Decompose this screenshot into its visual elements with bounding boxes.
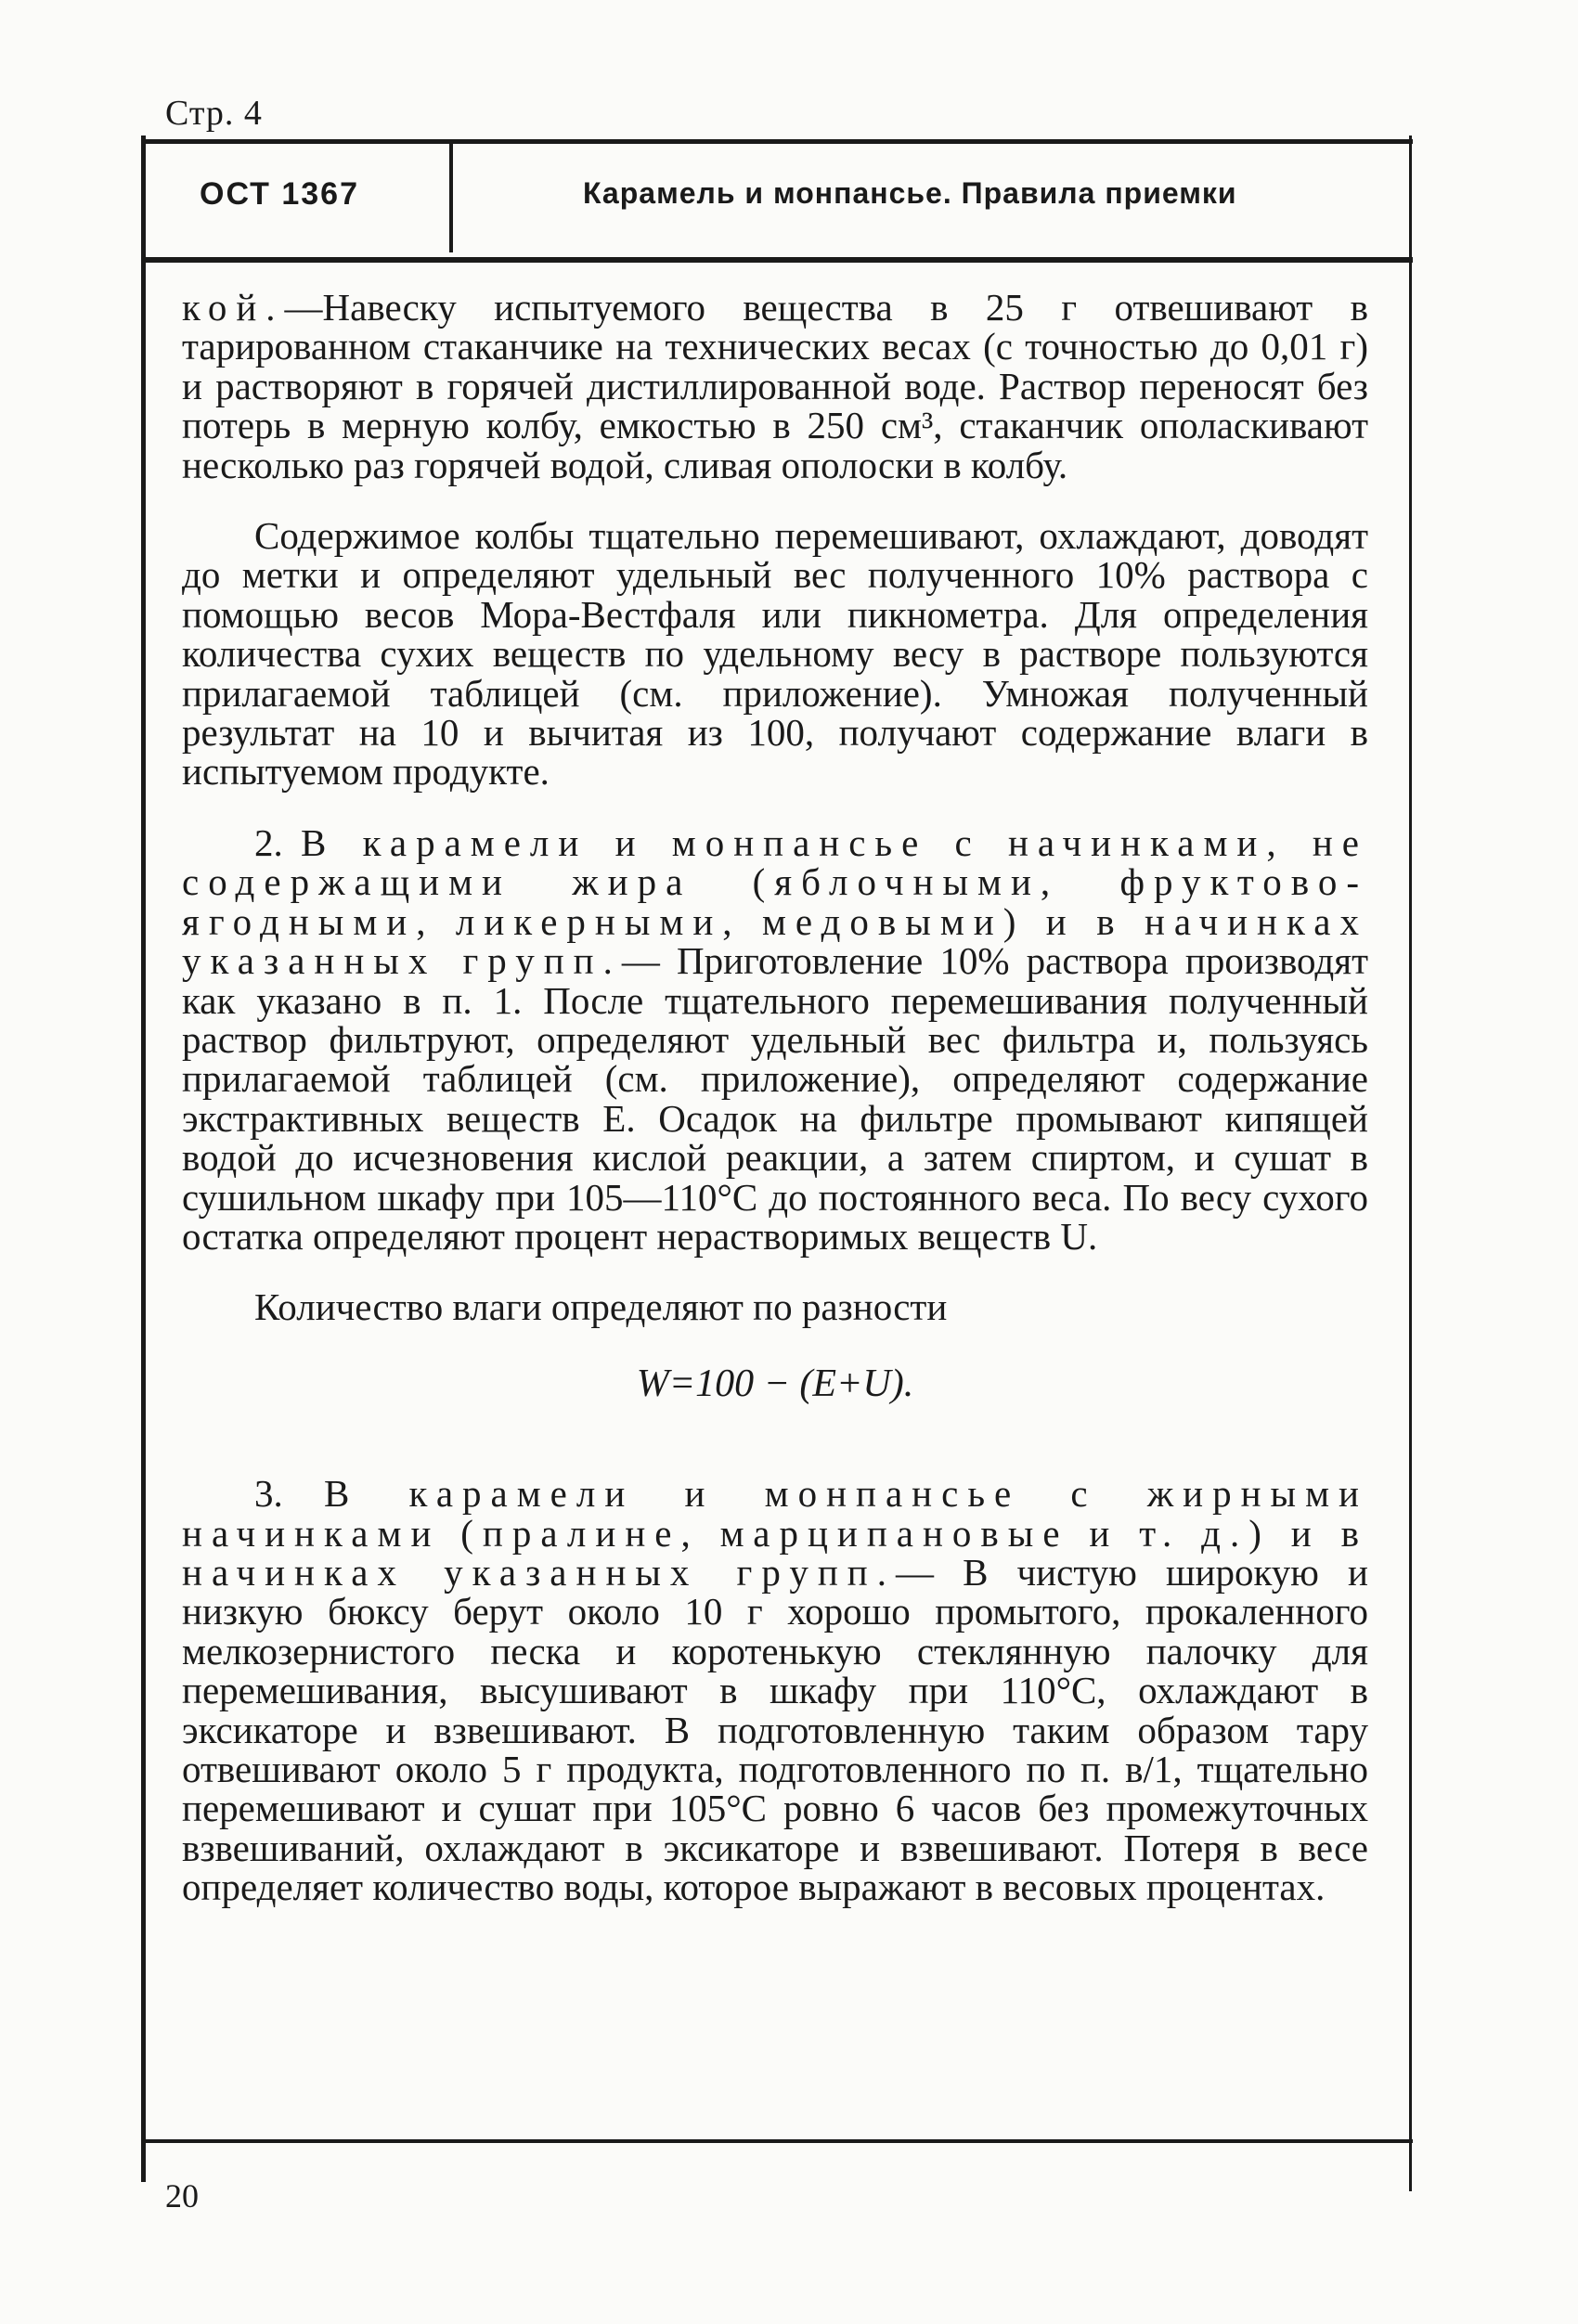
paragraph-5 (182, 1472, 1368, 1909)
section-3-number: 3. (254, 1472, 283, 1516)
paragraph-1-lead: кой. (182, 286, 285, 329)
footer-rule (141, 2139, 1413, 2143)
page-number: 20 (165, 2177, 199, 2214)
paragraph-4: Количество влаги определяют по разности (254, 1285, 948, 1329)
paragraph-1-text: —Навеску испытуемого вещества в 25 г отвешивают в тарированном стаканчике на технических весах (с точностью до 0,01 г) и растворяют в горячей дистиллированной воде. Раствор переносят без потерь в мерную колбу, емкостью в 250 см³, стаканчик ополаскивают несколько раз горячей водой, сливая ополоски в колбу. (182, 286, 1368, 486)
frame-left-border (141, 136, 146, 2182)
section-2-number: 2. (254, 820, 283, 864)
section-2-heading: В карамели и монпансье с начинками, не содержащими жира (яблочными, фруктово-ягодными, ликерными, медовыми) и в начинках указанных групп. (182, 820, 1369, 983)
document-body (182, 288, 1368, 1907)
moisture-formula: W=100 − (E+U). (636, 1362, 914, 1405)
section-2-text: — Приготовление 10% раствора производят как указано в п. 1. После тщательного перемешивания полученный раствор фильтруют, определяют удельный вес фильтра и, пользуясь прилагаемой таблицей (см. приложение), определяют содержание экстрактивных веществ E. Осадок на фильтре промывают кипящей водой до исчезновения кислой реакции, а затем спиртом, и сушат в сушильном шкафу при 105—110°С до постоянного веса. По весу сухого остатка определяют процент нерастворимых веществ U. (182, 939, 1369, 1258)
section-3-heading: В карамели и монпансье с жирными начинками (пралине, марципановые и т. д.) и в начинках указанных групп. (182, 1472, 1368, 1594)
paragraph-3 (182, 820, 1369, 1258)
header-divider (449, 141, 453, 252)
document-title: Карамель и монпансье. Правила приемки (583, 176, 1237, 210)
frame-right-border (1409, 136, 1412, 2191)
header-bottom-rule (141, 257, 1413, 263)
section-3-text: — В чистую широкую и низкую бюксу берут около 10 г хорошо промытого, прокаленного мелкозернистого песка и коротенькую стеклянную палочку для перемешивания, высушивают в шкафу при 110°С, охлаждают в эксикаторе и взвешивают. В подготовленную таким образом тару отвешивают около 5 г продукта, подготовленного по п. в/1, тщательно перемешивают и сушат при 105°С ровно 6 часов без промежуточных взвешиваний, охлаждают в эксикаторе и взвешивают. Потеря в весе определяет количество воды, которое выражают в весовых процентах. (182, 1550, 1368, 1909)
page-label: Стр. 4 (165, 94, 263, 133)
standard-code: ОСТ 1367 (200, 176, 360, 212)
header-top-rule (141, 139, 1413, 144)
paragraph-2: Содержимое колбы тщательно перемешивают, охлаждают, доводят до метки и определяют удельный вес полученного 10% раствора с помощью весов Мора-Вестфаля или пикнометра. Для определения количества сухих веществ по удельному весу в растворе пользуются прилагаемой таблицей (см. приложение). Умножая полученный результат на 10 и вычитая из 100, получают содержание влаги в испытуемом продукте. (182, 514, 1368, 794)
paragraph-1 (182, 288, 1368, 484)
